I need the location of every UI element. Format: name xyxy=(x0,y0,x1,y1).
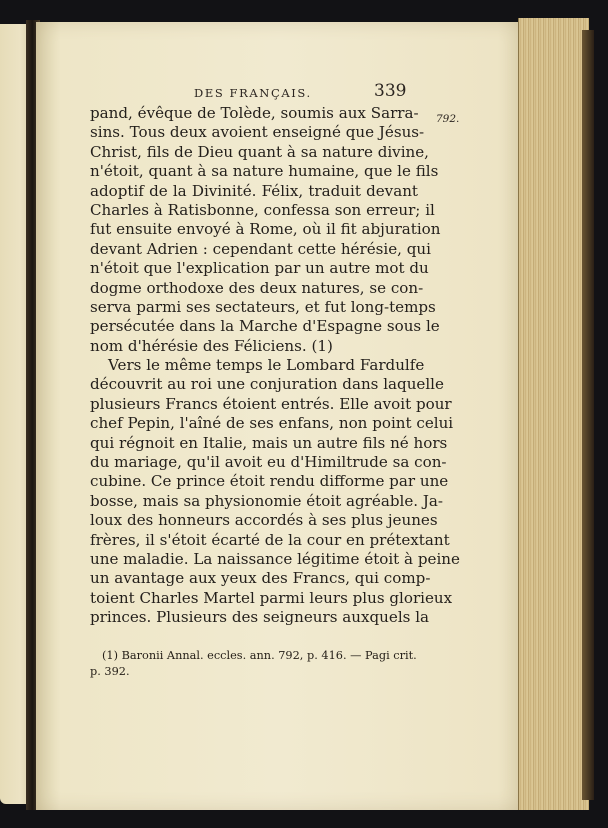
text-line: toient Charles Martel parmi leurs plus glorieux xyxy=(90,588,453,607)
text-line: cubine. Ce prince étoit rendu difforme par une xyxy=(90,472,449,491)
text-line: Christ, fils de Dieu quant à sa nature divine, xyxy=(90,142,429,161)
paragraph-2 xyxy=(90,356,460,627)
text-line: fut ensuite envoyé à Rome, où il fit abjuration xyxy=(90,220,441,239)
text-line: dogme orthodoxe des deux natures, se con- xyxy=(90,278,424,297)
text-line: découvrit au roi une conjuration dans laquelle xyxy=(90,375,444,394)
text-line: sins. Tous deux avoient enseigné que Jésus- xyxy=(90,123,425,142)
text-line: serva parmi ses sectateurs, et fut long-temps xyxy=(90,297,436,316)
text-line: loux des honneurs accordés à ses plus jeunes xyxy=(90,511,438,530)
text-line: du mariage, qu'il avoit eu d'Himiltrude sa con- xyxy=(90,453,447,472)
text-line: pand, évêque de Tolède, soumis aux Sarra- xyxy=(90,104,419,122)
text-line: plusieurs Francs étoient entrés. Elle avoit pour xyxy=(90,394,452,413)
text-line: frères, il s'étoit écarté de la cour en prétextant xyxy=(90,530,450,549)
text-line: n'étoit que l'explication par un autre mot du xyxy=(90,259,429,278)
running-head: DES FRANÇAIS. xyxy=(194,86,312,100)
page-header xyxy=(90,81,416,106)
text-line: n'étoit, quant à sa nature humaine, que le fils xyxy=(90,162,439,181)
footnotes xyxy=(90,648,416,680)
margin-year-note: 792. xyxy=(436,113,460,125)
text-line: bosse, mais sa physionomie étoit agréable. Ja- xyxy=(90,491,443,510)
text-line: qui régnoit en Italie, mais un autre fils né hors xyxy=(90,433,448,452)
text-line: princes. Plusieurs des seigneurs auxquels la xyxy=(90,608,430,627)
page-number: 339 xyxy=(374,81,407,101)
text-line: un avantage aux yeux des Francs, qui comp- xyxy=(90,569,431,588)
paragraph-1 xyxy=(90,104,441,356)
footnote-line: p. 392. xyxy=(90,665,130,678)
text-line: nom d'hérésie des Féliciens. (1) xyxy=(90,336,333,355)
text-line: persécutée dans la Marche d'Espagne sous le xyxy=(90,317,440,336)
text-line: chef Pepin, l'aîné de ses enfans, non point celui xyxy=(90,414,454,433)
text-line: adoptif de la Divinité. Félix, traduit devant xyxy=(90,181,418,200)
footnote-line: (1) Baronii Annal. eccles. ann. 792, p. 416. — Pagi crit. xyxy=(102,649,417,662)
text-line: Vers le même temps le Lombard Fardulfe xyxy=(108,356,425,375)
text-line: une maladie. La naissance légitime étoit à peine xyxy=(90,549,460,568)
text-line: Charles à Ratisbonne, confessa son erreur; il xyxy=(90,200,435,219)
text-line: devant Adrien : cependant cette hérésie, qui xyxy=(90,239,431,258)
